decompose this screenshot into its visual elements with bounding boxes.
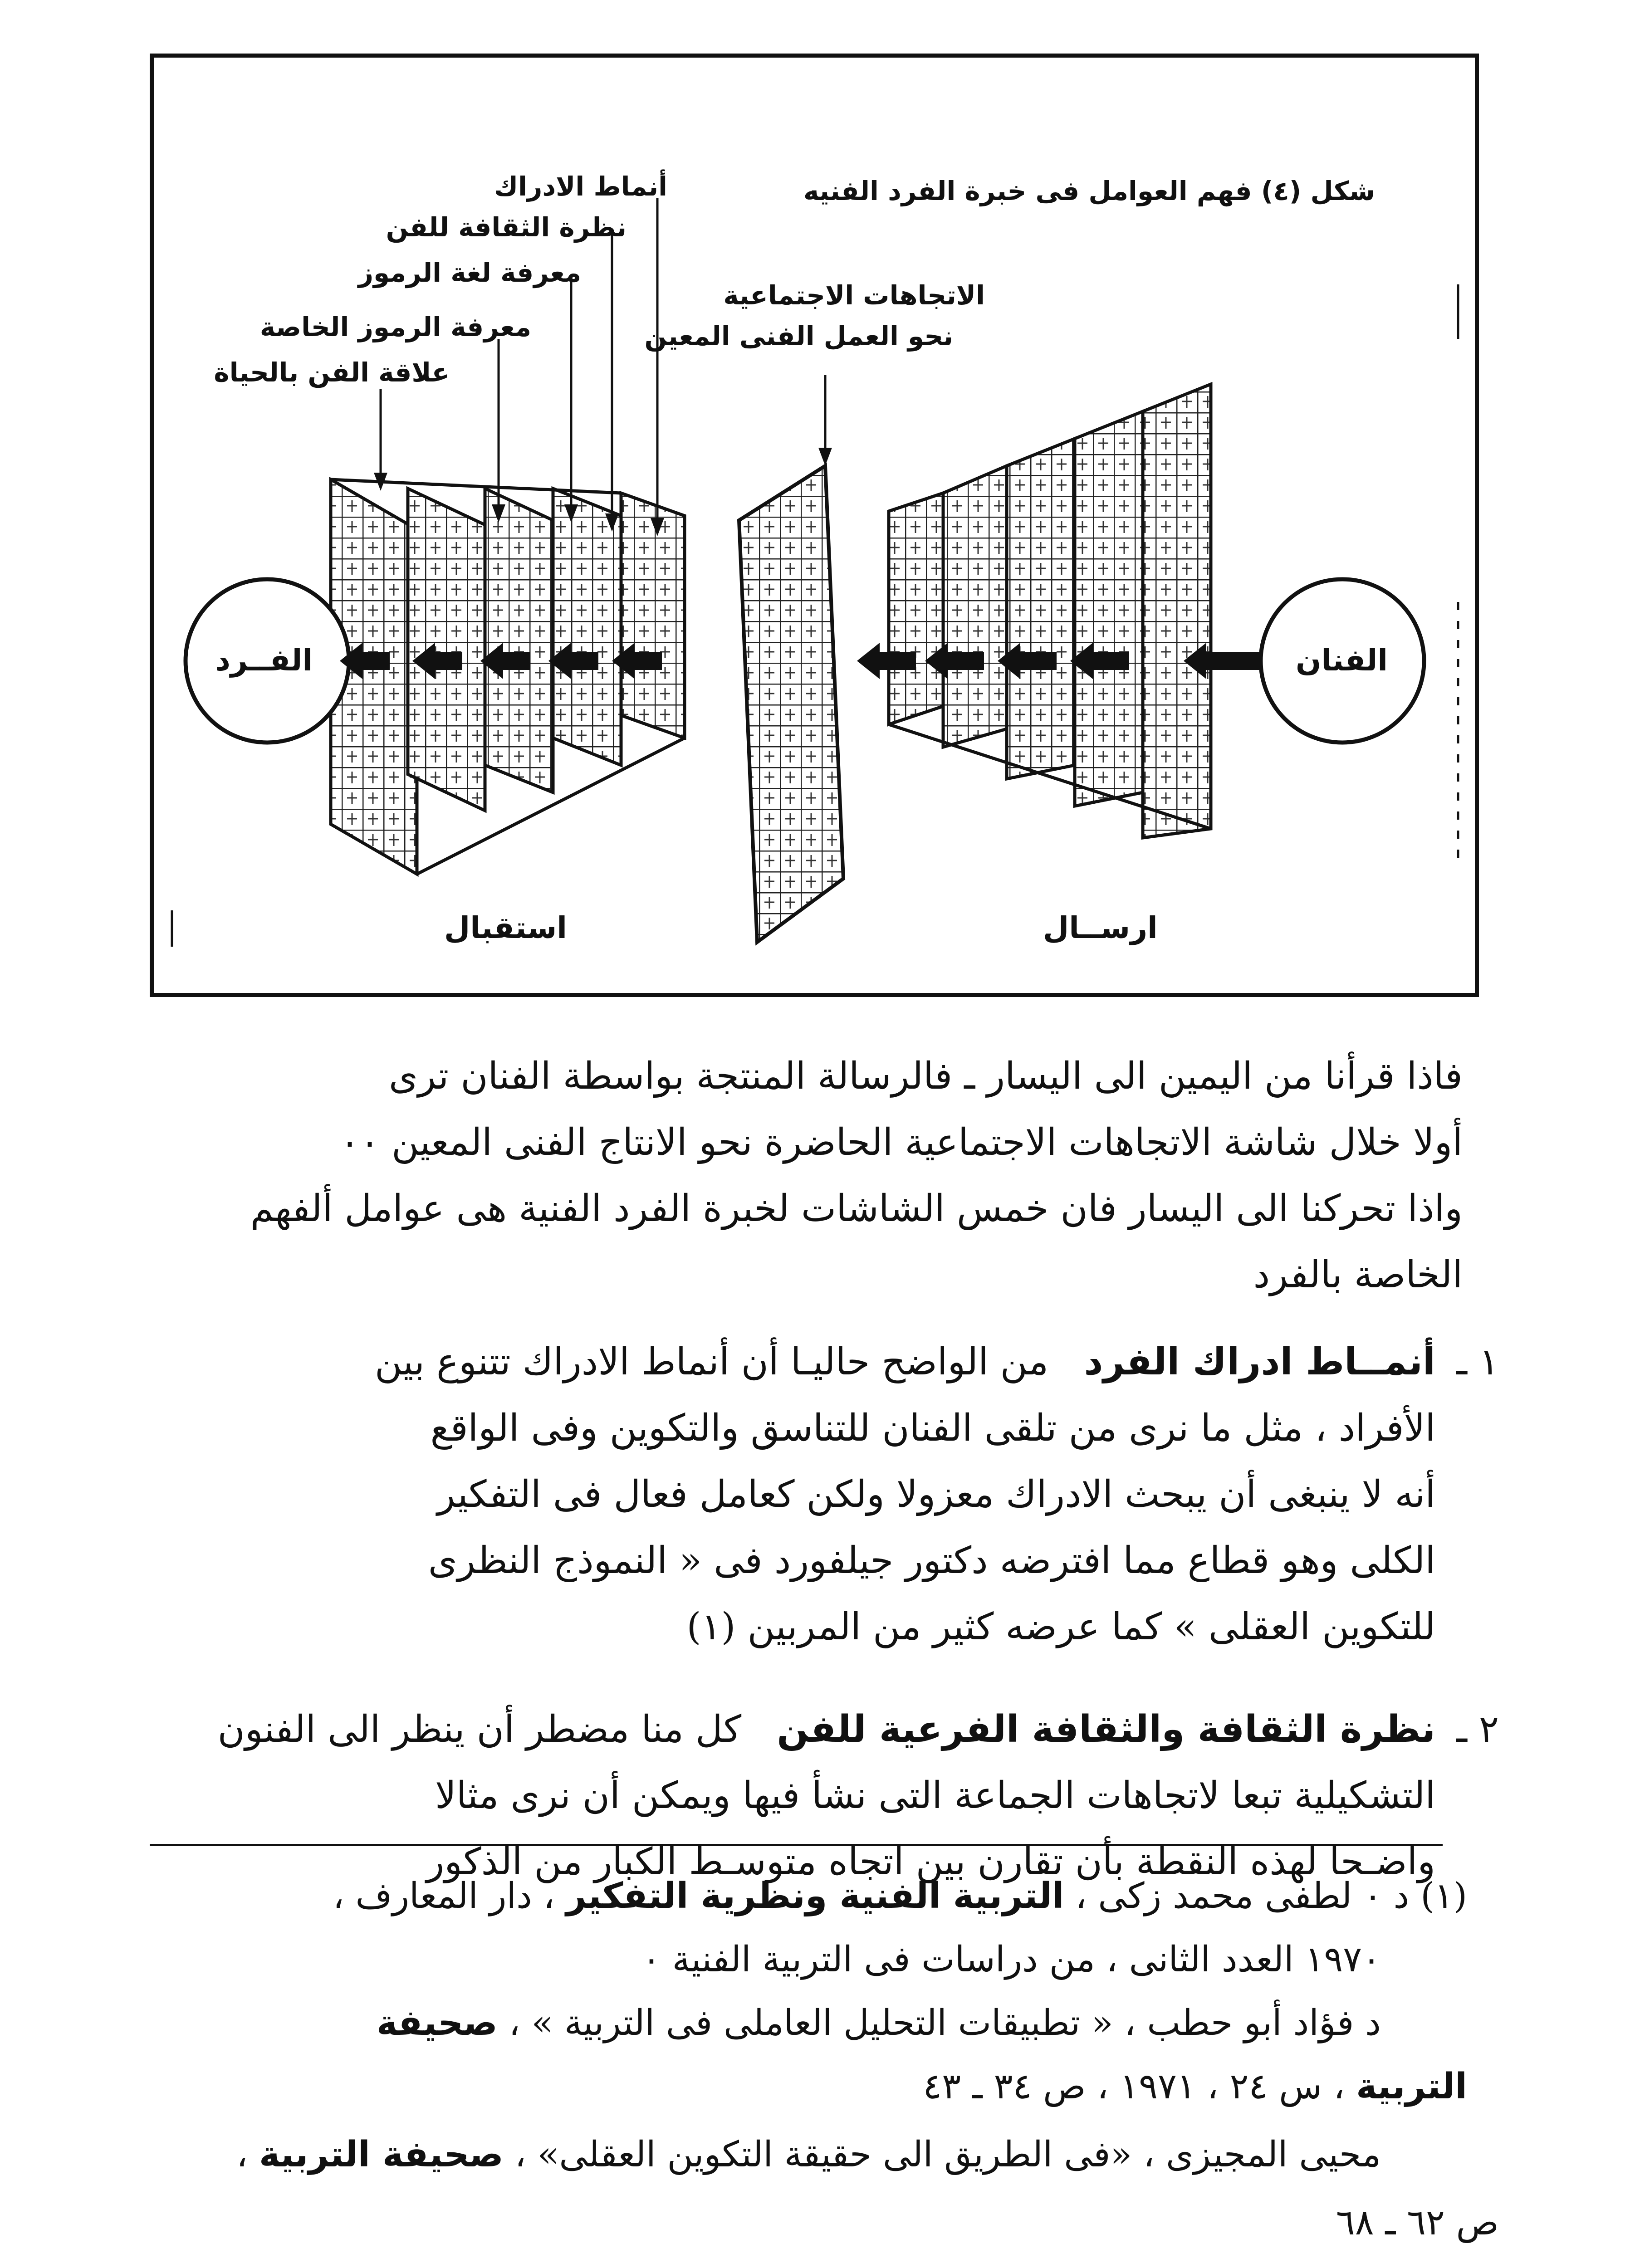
item-heading: أنمــاط ادراك الفرد bbox=[1084, 1340, 1435, 1383]
footnote-title: صحيفة bbox=[376, 2003, 498, 2043]
footnote-text: ، س ٢٤ ، ١٩٧١ ، ص ٣٤ ـ ٤٣ bbox=[923, 2066, 1356, 2107]
footnote-text: د فؤاد أبو حطب ، « تطبيقات التحليل العاملى فى التربية » ، bbox=[497, 2003, 1381, 2043]
intro-line: أولا خلال شاشة الاتجاهات الاجتماعية الحاضرة نحو الانتاج الفنى المعين ٠٠ bbox=[339, 1121, 1463, 1164]
figure-caption: شكل (٤) فهم العوامل فى خبرة الفرد الفنيه bbox=[803, 176, 1375, 206]
sending-screens bbox=[889, 384, 1211, 838]
figure-frame bbox=[150, 54, 1479, 997]
intro-line: فاذا قرأنا من اليمين الى اليسار ـ فالرسالة المنتجة بواسطة الفنان ترى bbox=[389, 1055, 1463, 1098]
receiving-screens bbox=[331, 479, 685, 874]
circle-label-individual: الفــرد bbox=[215, 643, 313, 678]
label-perception-patterns: أنماط الادراك bbox=[494, 171, 667, 202]
label-toward-artwork: نحو العمل الفنى المعين bbox=[644, 321, 953, 352]
label-art-life: علاقة الفن بالحياة bbox=[214, 357, 450, 388]
footnote-text: ، bbox=[236, 2134, 259, 2175]
label-culture-view: نظرة الثقافة للفن bbox=[386, 212, 627, 243]
item-line: من الواضح حاليـا أن أنماط الادراك تتنوع بين bbox=[375, 1340, 1049, 1383]
label-social-attitudes: الاتجاهات الاجتماعية bbox=[723, 280, 985, 311]
footnote-title: التربية الفنية ونظرية التفكير bbox=[566, 1876, 1064, 1916]
footnote-2 bbox=[65, 1991, 1381, 2055]
item-number: ١ ـ bbox=[1456, 1340, 1499, 1383]
footnote-divider bbox=[150, 1844, 1443, 1846]
footnote-1-cont: ١٩٧٠ العدد الثانى ، من دراسات فى التربية الفنية ٠ bbox=[642, 1939, 1381, 1980]
item-line: للتكوين العقلى » كما عرضه كثير من المربين (١) bbox=[686, 1605, 1435, 1648]
footnote-1 bbox=[152, 1864, 1467, 1928]
footnote-3 bbox=[65, 2123, 1381, 2186]
label-receiving: استقبال bbox=[444, 910, 567, 945]
intro-paragraph bbox=[170, 1043, 1463, 1308]
label-sending: ارســال bbox=[1043, 910, 1158, 945]
label-special-symbols: معرفة الرموز الخاصة bbox=[259, 312, 531, 342]
footnote-title: التربية bbox=[1356, 2066, 1467, 2107]
footnote-title: صحيفة التربية bbox=[259, 2134, 504, 2175]
circle-label-artist: الفنان bbox=[1296, 643, 1388, 678]
item-line: كل منا مضطر أن ينظر الى الفنون bbox=[217, 1708, 742, 1751]
footnote-2-cont bbox=[152, 2055, 1467, 2118]
item-line: واضـحا لهذه النقطة بأن تقارن بين اتجاه متوسـط الكبار من الذكور bbox=[426, 1840, 1435, 1883]
footnote-text: (١) د ٠ لطفى محمد زكى ، bbox=[1064, 1876, 1467, 1916]
footnote-3-cont: ص ٦٢ ـ ٦٨ bbox=[1336, 2202, 1499, 2243]
item-heading: نظرة الثقافة والثقافة الفرعية للفن bbox=[777, 1708, 1435, 1751]
list-item-perception bbox=[170, 1329, 1499, 1665]
item-body bbox=[170, 1329, 1435, 1660]
item-line: الأفراد ، مثل ما نرى من تلقى الفنان للتناسق والتكوين وفى الواقع bbox=[430, 1407, 1435, 1450]
item-line: التشكيلية تبعا لاتجاهات الجماعة التى نشأ فيها ويمكن أن نرى مثالا bbox=[435, 1774, 1435, 1817]
intro-line: الخاصة بالفرد bbox=[1253, 1253, 1463, 1296]
item-line: الكلى وهو قطاع مما افترضه دكتور جيلفورد فى « النموذج النظرى bbox=[428, 1539, 1435, 1582]
item-line: أنه لا ينبغى أن يبحث الادراك معزولا ولكن كعامل فعال فى التفكير bbox=[437, 1473, 1435, 1516]
item-number: ٢ ـ bbox=[1456, 1708, 1499, 1751]
label-symbol-language: معرفة لغة الرموز bbox=[358, 257, 581, 288]
footnote-text: محيى المجيزى ، «فى الطريق الى حقيقة التكوين العقلى» ، bbox=[503, 2134, 1381, 2175]
intro-line: واذا تحركنا الى اليسار فان خمس الشاشات لخبرة الفرد الفنية هى عوامل ألفهم bbox=[250, 1187, 1463, 1230]
social-attitudes-screen bbox=[739, 466, 843, 942]
footnote-text: ، دار المعارف ، bbox=[333, 1876, 566, 1916]
